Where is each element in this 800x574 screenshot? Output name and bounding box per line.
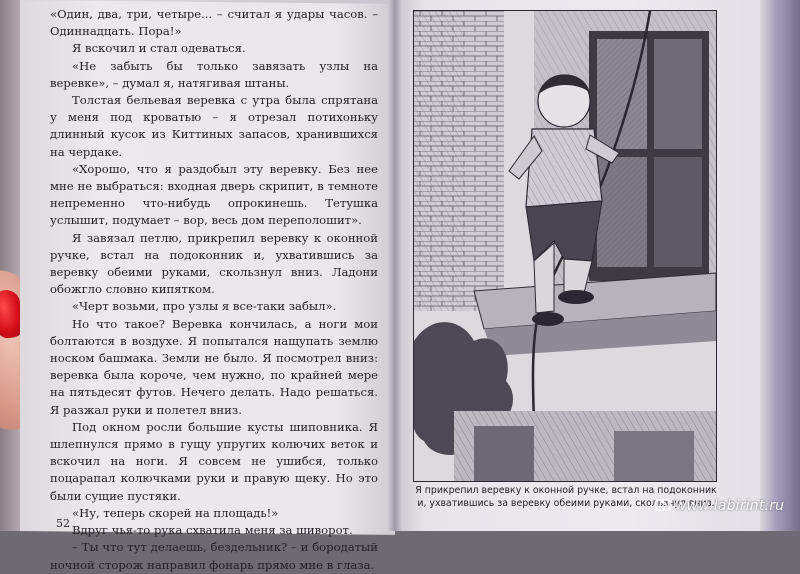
paragraph: «Черт возьми, про узлы я все-таки забыл». [72,299,337,314]
paragraph: «Один, два, три, четыре... – считал я удары часов. – Одиннадцать. Пора!» [50,7,378,39]
paragraph: Вдруг чья-то рука схватила меня за шиворот. [72,523,353,538]
paragraph: Под окном росли большие кусты шиповника. Я шлепнулся прямо в гущу упругих колючих веток и вскочил на ноги. Я совсем не ушибся, только поцарапал колючками руки и правую щеку. Но это были сущие пустяки. [50,419,378,503]
book-spine [388,0,402,531]
paragraph: Я завязал петлю, прикрепил веревку к оконной ручке, встал на подоконник и, ухватившись за веревку обеими руками, скользнул вниз. Ладони обожгло словно кипятком. [50,230,378,297]
watermark-text: www.labirint.ru [675,498,785,514]
paragraph: «Хорошо, что я раздобыл эту веревку. Без нее мне не выбраться: входная дверь скрипит, в темноте непременно что-нибудь опрокинешь. Тетушка услышит, подумает – вор, весь дом переполошит». [50,161,378,228]
paragraph: Я вскочил и стал одеваться. [72,41,246,56]
page-edge [760,0,800,531]
page-number: 52 [56,517,70,530]
paragraph: «Ну, теперь скорей на площадь!» [72,505,279,520]
body-text [50,6,378,574]
paragraph: Толстая бельевая веревка с утра была спрятана у меня под кроватью – я отрезал потихоньку длинный кусок из Киттиных запасов, хранившихся на чердаке. [50,93,378,159]
boy-climbing-rope-illustration [414,11,716,481]
paragraph: «Не забыть бы только завязать узлы на веревке», – думал я, натягивая штаны. [50,58,378,90]
watermark [655,498,784,514]
paragraph: Но что такое? Веревка кончилась, а ноги мои болтаются в воздухе. Я попытался нащупать землю носком башмака. Земли не было. Я посмотрел вниз: веревка была короче, чем нужно, по крайней мере на пятьдесят футов. Нечего делать. Надо решаться. Я разжал руки и полетел вниз. [50,316,378,417]
labirint-logo-icon [655,498,671,512]
illustration [413,10,717,482]
illustration-caption: Я прикрепил веревку к оконной ручке, встал на подоконник и, ухватившись за веревку обеими руками, скользнул вниз. [415,485,717,509]
paragraph: – Ты что тут делаешь, бездельник? – и бородатый ночной сторож направил фонарь прямо мне в глаза. [50,540,378,572]
